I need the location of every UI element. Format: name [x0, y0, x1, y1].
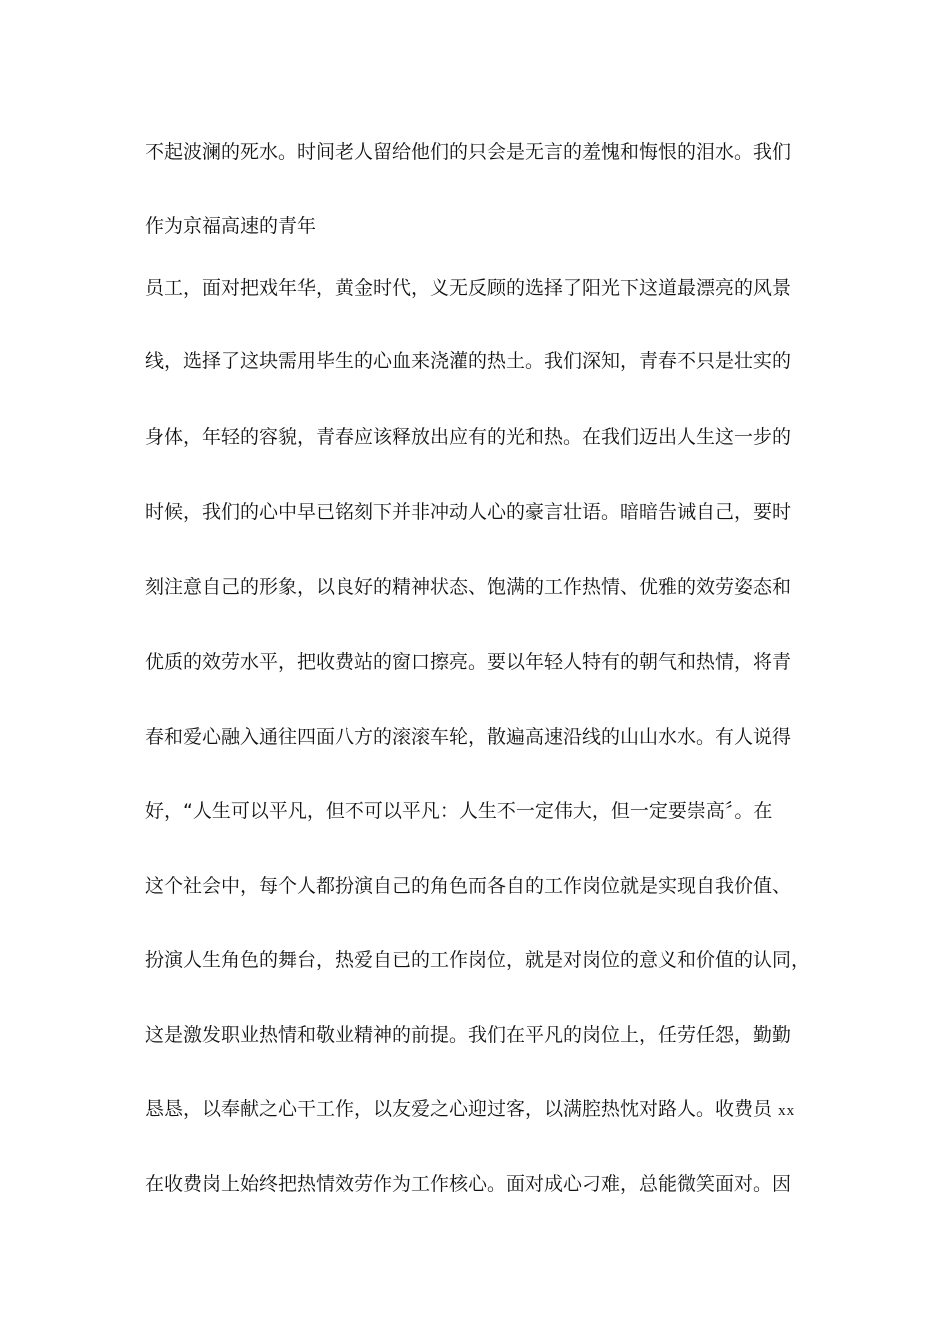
text-line-15: 在收费岗上始终把热情效劳作为工作核心。面对成心刁难，总能微笑面对。因	[145, 1173, 792, 1195]
text-line-14-tail: xx	[778, 1103, 796, 1119]
text-line-11: 这个社会中，每个人都扮演自己的角色而各自的工作岗位就是实现自我价值、	[145, 875, 792, 897]
text-line-12: 扮演人生角色的舞台，热爱自已的工作岗位，就是对岗位的意义和价值的认同，	[145, 949, 810, 971]
text-line-14-body: 恳恳，以奉献之心干工作，以友爱之心迎过客，以满腔热忱对路人。收费员	[145, 1098, 773, 1120]
text-line-2: 作为京福高速的青年	[145, 215, 317, 237]
text-line-14	[145, 1097, 810, 1123]
text-line-3: 员工，面对把戏年华，黄金时代，义无反顾的选择了阳光下这道最漂亮的风景	[145, 277, 792, 299]
text-line-6: 时候，我们的心中早已铭刻下并非冲动人心的豪言壮语。暗暗告诫自己，要时	[145, 501, 792, 523]
text-line-8: 优质的效劳水平，把收费站的窗口擦亮。要以年轻人特有的朝气和热情，将青	[145, 651, 792, 673]
text-line-9: 春和爱心融入通往四面八方的滚滚车轮，散遍高速沿线的山山水水。有人说得	[145, 726, 792, 748]
text-line-10: 好，“人生可以平凡，但不可以平凡：人生不一定伟大，但一定要崇高〞。在	[145, 800, 773, 822]
text-line-7: 刻注意自己的形象，以良好的精神状态、饱满的工作热情、优雅的效劳姿态和	[145, 576, 792, 598]
text-line-1: 不起波澜的死水。时间老人留给他们的只会是无言的羞愧和悔恨的泪水。我们	[145, 141, 792, 163]
text-line-5: 身体，年轻的容貌，青春应该释放出应有的光和热。在我们迈出人生这一步的	[145, 426, 792, 448]
text-line-13: 这是激发职业热情和敬业精神的前提。我们在平凡的岗位上，任劳任怨，勤勤	[145, 1024, 792, 1046]
text-line-4: 线，选择了这块需用毕生的心血来浇灌的热土。我们深知，青春不只是壮实的	[145, 350, 792, 372]
